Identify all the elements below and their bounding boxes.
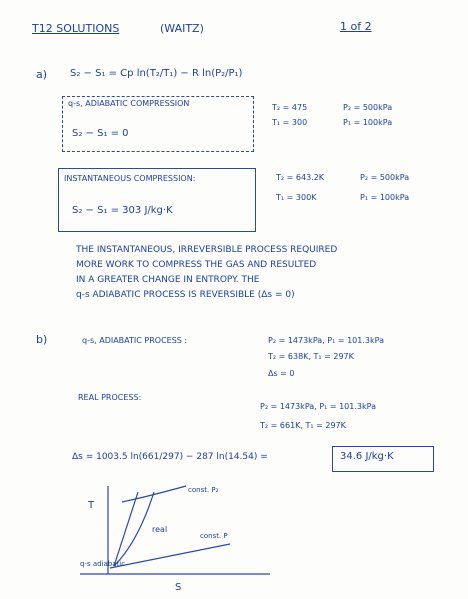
- box2-p1: P₁ = 100kPa: [360, 193, 410, 202]
- box1-t2: T₂ = 475: [272, 103, 308, 112]
- const-p-curve: [110, 544, 230, 568]
- note-line-2: MORE WORK TO COMPRESS THE GAS AND RESULTED: [76, 260, 317, 270]
- part-a-label: a): [36, 68, 48, 81]
- box1-t1: T₁ = 300: [272, 118, 308, 127]
- author-name: (WAITZ): [160, 22, 204, 35]
- ts-diagram: [80, 482, 280, 594]
- note-line-3: IN A GREATER CHANGE IN ENTROPY. THE: [76, 275, 260, 285]
- real-pressures: P₂ = 1473kPa, P₁ = 101.3kPa: [260, 402, 376, 411]
- instantaneous-title: INSTANTANEOUS COMPRESSION:: [64, 174, 196, 183]
- t-axis-label: T: [88, 500, 95, 511]
- const-p-top-curve: [122, 486, 186, 502]
- qs-adiabatic-result: S₂ − S₁ = 0: [72, 128, 129, 139]
- box1-p1: P₁ = 100kPa: [343, 118, 393, 127]
- delta-s-result: 34.6 J/kg·K: [340, 451, 394, 462]
- note-line-1: THE INSTANTANEOUS, IRREVERSIBLE PROCESS REQUIRED: [76, 245, 338, 255]
- adiabatic-line: [114, 492, 138, 566]
- delta-s-equation: Δs = 1003.5 ln(661/297) − 287 ln(14.54) =: [72, 452, 268, 462]
- ts-diagram-svg: [80, 482, 280, 594]
- qs-adiabatic-title: q-s, ADIABATIC COMPRESSION: [68, 99, 190, 108]
- const-p-label: const. P: [200, 532, 228, 540]
- const-p-top-label: const. P₂: [188, 486, 219, 494]
- box2-t1: T₁ = 300K: [276, 193, 317, 202]
- real-process-title: REAL PROCESS:: [78, 393, 142, 402]
- page-title: T12 SOLUTIONS: [32, 22, 120, 35]
- part-b-label: b): [36, 333, 48, 346]
- page-number: 1 of 2: [340, 20, 372, 33]
- real-temperatures: T₂ = 661K, T₁ = 297K: [260, 421, 346, 430]
- entropy-equation: S₂ − S₁ = Cp ln(T₂/T₁) − R ln(P₂/P₁): [70, 68, 243, 79]
- adiabatic-label: q-s adiabatic: [80, 560, 126, 568]
- box2-p2: P₂ = 500kPa: [360, 173, 410, 182]
- qs-temperatures: T₂ = 638K, T₁ = 297K: [268, 352, 354, 361]
- qs-entropy: Δs = 0: [268, 369, 295, 378]
- box1-p2: P₂ = 500kPa: [343, 103, 393, 112]
- note-line-4: q-s ADIABATIC PROCESS IS REVERSIBLE (Δs = 0): [76, 290, 295, 300]
- qs-process-title: q-s, ADIABATIC PROCESS :: [82, 336, 188, 345]
- box2-t2: T₂ = 643.2K: [276, 173, 325, 182]
- s-axis-label: S: [175, 582, 182, 593]
- real-label: real: [152, 525, 168, 534]
- qs-pressures: P₂ = 1473kPa, P₁ = 101.3kPa: [268, 336, 384, 345]
- instantaneous-result: S₂ − S₁ = 303 J/kg·K: [72, 205, 173, 216]
